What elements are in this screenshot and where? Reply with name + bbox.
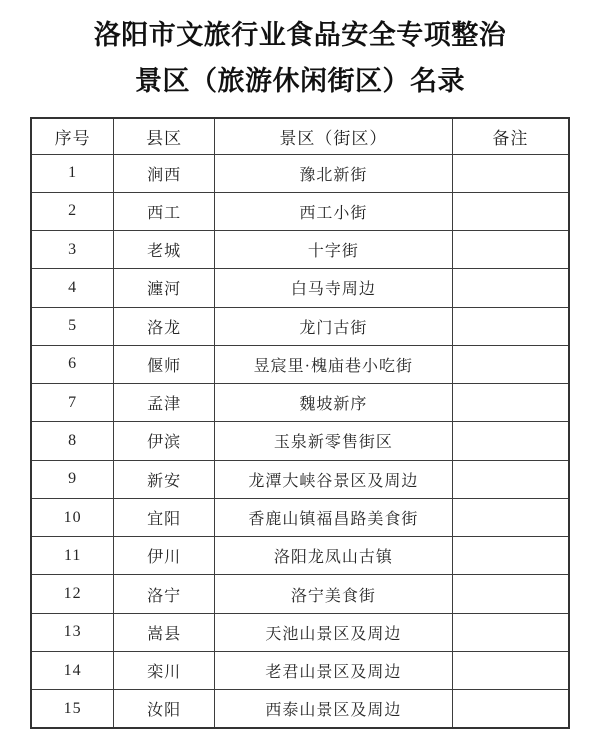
cell-county: 瀍河: [114, 269, 215, 307]
table-row: [31, 498, 569, 536]
cell-no: 7: [31, 384, 114, 422]
cell-area: 白马寺周边: [214, 269, 452, 307]
table-row: [31, 231, 569, 269]
cell-area: 西泰山景区及周边: [214, 690, 452, 728]
cell-area: 老君山景区及周边: [214, 651, 452, 689]
cell-no: 14: [31, 651, 114, 689]
table-row: [31, 192, 569, 230]
cell-county: 涧西: [114, 154, 215, 192]
table-row: [31, 537, 569, 575]
cell-county: 嵩县: [114, 613, 215, 651]
cell-no: 11: [31, 537, 114, 575]
cell-no: 12: [31, 575, 114, 613]
table-row: [31, 460, 569, 498]
table-header-row: [31, 118, 569, 154]
cell-note: [452, 537, 569, 575]
cell-area: 洛宁美食街: [214, 575, 452, 613]
cell-area: 龙门古街: [214, 307, 452, 345]
cell-note: [452, 651, 569, 689]
directory-table: [30, 117, 570, 729]
table-row: [31, 651, 569, 689]
cell-area: 西工小街: [214, 192, 452, 230]
cell-note: [452, 422, 569, 460]
cell-no: 3: [31, 231, 114, 269]
cell-note: [452, 460, 569, 498]
cell-no: 13: [31, 613, 114, 651]
cell-area: 香鹿山镇福昌路美食街: [214, 498, 452, 536]
table-row: [31, 154, 569, 192]
cell-note: [452, 498, 569, 536]
page-title: [0, 0, 600, 95]
table-row: [31, 307, 569, 345]
cell-area: 天池山景区及周边: [214, 613, 452, 651]
cell-note: [452, 269, 569, 307]
cell-county: 西工: [114, 192, 215, 230]
table-row: [31, 345, 569, 383]
cell-county: 栾川: [114, 651, 215, 689]
cell-no: 8: [31, 422, 114, 460]
cell-note: [452, 690, 569, 728]
cell-county: 伊滨: [114, 422, 215, 460]
column-header-area: 景区（街区）: [214, 118, 452, 154]
cell-area: 龙潭大峡谷景区及周边: [214, 460, 452, 498]
cell-note: [452, 154, 569, 192]
cell-area: 魏坡新序: [214, 384, 452, 422]
cell-no: 6: [31, 345, 114, 383]
cell-no: 4: [31, 269, 114, 307]
cell-note: [452, 575, 569, 613]
cell-no: 9: [31, 460, 114, 498]
page-title-line2: 景区（旅游休闲街区）名录: [135, 66, 465, 96]
cell-no: 5: [31, 307, 114, 345]
cell-note: [452, 384, 569, 422]
cell-county: 洛龙: [114, 307, 215, 345]
table-row: [31, 269, 569, 307]
column-header-no: 序号: [31, 118, 114, 154]
cell-area: 十字街: [214, 231, 452, 269]
cell-area: 豫北新街: [214, 154, 452, 192]
cell-no: 10: [31, 498, 114, 536]
page-title-line1: 洛阳市文旅行业食品安全专项整治: [93, 20, 507, 50]
cell-note: [452, 613, 569, 651]
cell-county: 宜阳: [114, 498, 215, 536]
cell-note: [452, 192, 569, 230]
cell-area: 洛阳龙凤山古镇: [214, 537, 452, 575]
cell-area: 玉泉新零售街区: [214, 422, 452, 460]
cell-no: 15: [31, 690, 114, 728]
cell-county: 伊川: [114, 537, 215, 575]
table-row: [31, 422, 569, 460]
cell-note: [452, 345, 569, 383]
column-header-county: 县区: [114, 118, 215, 154]
cell-no: 1: [31, 154, 114, 192]
cell-note: [452, 231, 569, 269]
table-body: [31, 154, 569, 728]
cell-county: 偃师: [114, 345, 215, 383]
cell-note: [452, 307, 569, 345]
cell-area: 昱宸里·槐庙巷小吃街: [214, 345, 452, 383]
cell-county: 洛宁: [114, 575, 215, 613]
cell-county: 孟津: [114, 384, 215, 422]
cell-county: 新安: [114, 460, 215, 498]
table-row: [31, 690, 569, 728]
column-header-note: 备注: [452, 118, 569, 154]
directory-table-container: [30, 117, 570, 729]
cell-county: 汝阳: [114, 690, 215, 728]
cell-county: 老城: [114, 231, 215, 269]
table-row: [31, 575, 569, 613]
table-row: [31, 613, 569, 651]
cell-no: 2: [31, 192, 114, 230]
table-row: [31, 384, 569, 422]
